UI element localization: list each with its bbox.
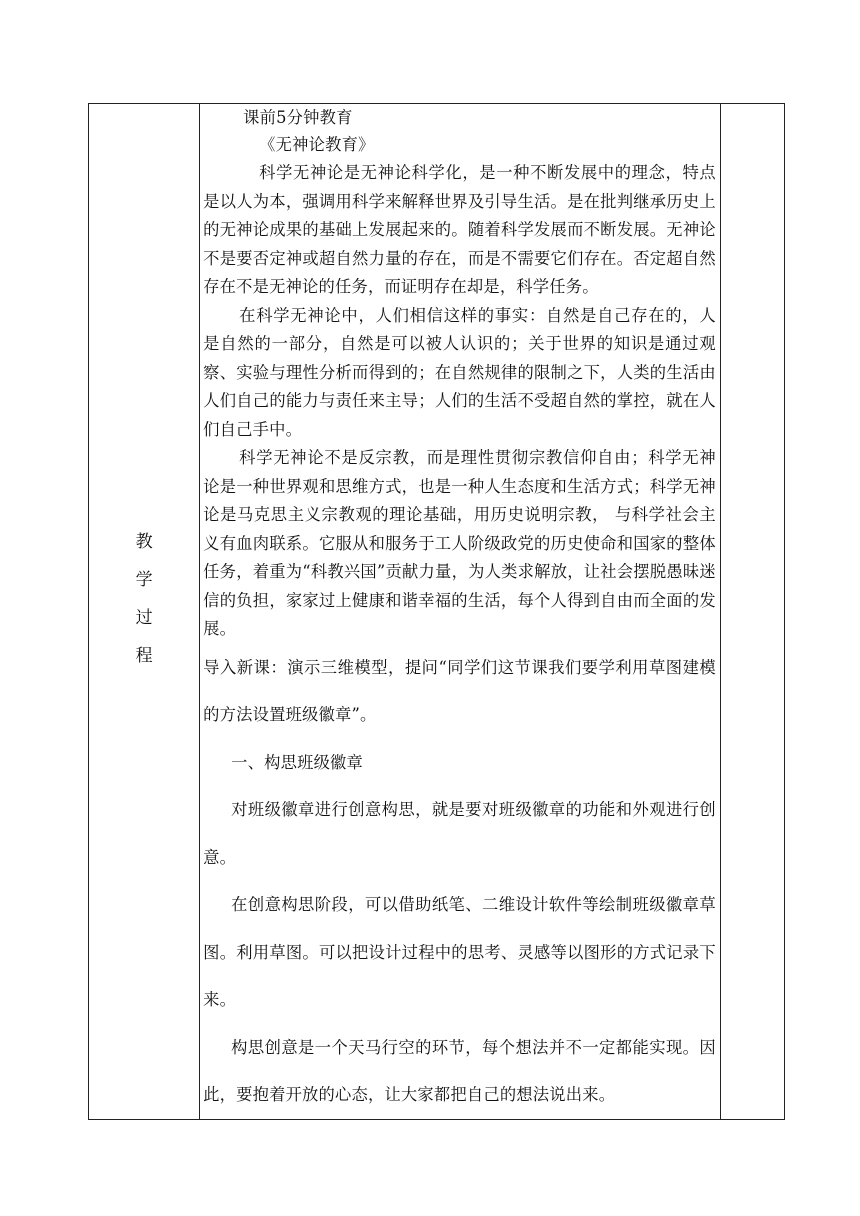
remarks-cell — [720, 104, 784, 1120]
intro-new-lesson-paragraph: 导入新课：演示三维模型，提问“同学们这节课我们要学利用草图建模的方法设置班级徽章”。 — [203, 657, 716, 724]
label-char: 学 — [135, 570, 153, 590]
atheism-education-title: 《无神论教育》 — [259, 135, 375, 154]
lesson-content — [200, 104, 720, 1119]
section-one-paragraph: 对班级徽章进行创意构思，就是要对班级徽章的功能和外观进行创意。 — [203, 800, 716, 867]
label-char: 过 — [135, 608, 153, 628]
teaching-process-label — [89, 523, 199, 675]
teaching-process-row — [89, 104, 785, 1120]
section-one-title: 一、构思班级徽章 — [231, 752, 364, 772]
content-cell — [200, 104, 721, 1120]
atheism-paragraph: 在科学无神论中，人们相信这样的事实：自然是自己存在的，人是自然的一部分，自然是可以被人认识的；关于世界的知识是通过观察、实验与理性分析而得到的；在自然规律的限制之下，人类的生活由人们自己的能力与责任来主导；人们的生活不受超自然的掌控，就在人们自己手中。 — [203, 305, 716, 439]
section-one-paragraph: 在创意构思阶段，可以借助纸笔、二维设计软件等绘制班级徽章草图。利用草图。可以把设计过程中的思考、灵感等以图形的方式记录下来。 — [203, 895, 716, 1009]
five-minute-education-heading: 课前5分钟教育 — [243, 108, 353, 127]
atheism-paragraph: 科学无神论是无神论科学化，是一种不断发展中的理念，特点是以人为本，强调用科学来解释世界及引导生活。是在批判继承历史上的无神论成果的基础上发展起来的。随着科学发展而不断发展。无神论不是要否定神或超自然力量的存在，而是不需要它们存在。否定超自然存在不是无神论的任务，而证明存在却是，科学任务。 — [203, 163, 716, 296]
label-char: 程 — [135, 646, 153, 666]
label-char: 教 — [135, 532, 153, 552]
row-label-cell — [89, 104, 200, 1120]
section-one-paragraph: 构思创意是一个天马行空的环节，每个想法并不一定都能实现。因此，要抱着开放的心态，让大家都把自己的想法说出来。 — [203, 1037, 716, 1104]
lesson-plan-table — [88, 103, 785, 1120]
atheism-paragraph: 科学无神论不是反宗教，而是理性贯彻宗教信仰自由；科学无神论是一种世界观和思维方式，也是一种人生态度和生活方式；科学无神论是马克思主义宗教观的理论基础，用历史说明宗教， 与科学社会主义有血肉联系。它服从和服务于工人阶级政党的历史使命和国家的整体任务，着重为“科教兴国”贡献力量，为人类求解放，让社会摆脱愚昧迷信的负担，家家过上健康和谐幸福的生活，每个人得到自由而全面的发展。 — [203, 448, 716, 638]
